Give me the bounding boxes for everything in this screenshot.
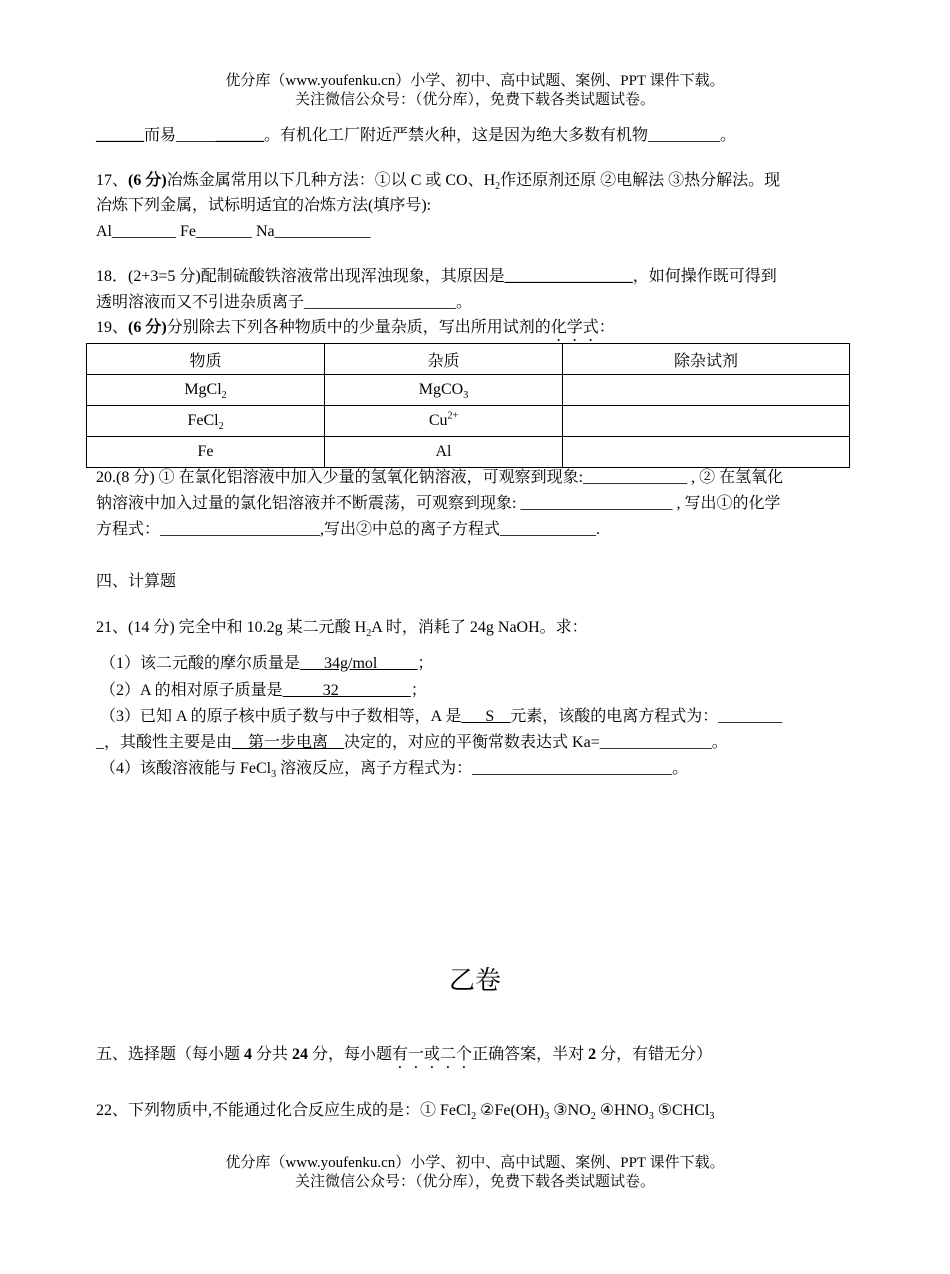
question-20-line-2: 钠溶液中加入过量的氯化铝溶液并不断震荡，可观察到现象: ___________________ , 写出①的化学 xyxy=(96,495,781,512)
text: MgCO xyxy=(418,381,464,398)
text: ； xyxy=(417,655,434,672)
text: 正确答案，半对 xyxy=(472,1046,589,1063)
text: ⑤CHCl xyxy=(653,1102,710,1119)
table-cell-answer[interactable] xyxy=(563,406,850,437)
subscript: 3 xyxy=(709,1111,715,1123)
text: MgCl xyxy=(184,381,222,398)
text: 分共 xyxy=(252,1046,293,1063)
question-number: 19、 xyxy=(96,319,129,336)
question-21-part-4 xyxy=(100,757,860,781)
text: ④HNO xyxy=(595,1102,649,1119)
section-heading: 四、计算题 xyxy=(96,573,177,590)
section-heading xyxy=(96,1043,856,1072)
question-18-line-2: 透明溶液而又不引进杂质离子___________________。 xyxy=(96,294,473,311)
blank: _____ xyxy=(176,127,217,144)
blank: _________ xyxy=(648,127,721,144)
text: A 时，消耗了 24g NaOH。求： xyxy=(371,619,588,636)
question-number: 17、 xyxy=(96,172,129,189)
table-cell xyxy=(325,406,563,437)
text: ； xyxy=(410,682,427,699)
blank: ______ xyxy=(96,127,144,144)
footer-line-1: 优分库（www.youfenku.cn）小学、初中、高中试题、案例、PPT 课件下载。 xyxy=(225,1155,725,1171)
text: ③NO xyxy=(549,1102,591,1119)
text: （2）A 的相对原子质量是 xyxy=(100,682,283,699)
text: ，如何操作既可得到 xyxy=(632,268,777,285)
subscript: 2 xyxy=(218,421,224,433)
page-footer xyxy=(0,1154,950,1192)
number: 24 xyxy=(292,1046,309,1063)
question-20-line-3: 方程式：____________________,写出②中总的离子方程式____________. xyxy=(96,521,601,538)
table-row xyxy=(87,406,850,437)
page-header xyxy=(0,72,950,110)
table-cell xyxy=(325,375,563,406)
table-cell xyxy=(87,375,325,406)
table-cell-answer[interactable] xyxy=(563,375,850,406)
question-score: (6 分) xyxy=(128,172,167,189)
question-16-continuation xyxy=(96,124,856,148)
text: 而易 xyxy=(144,127,177,144)
part-title: 乙卷 xyxy=(448,966,501,995)
question-21-part-2 xyxy=(100,679,860,703)
text: 溶液反应，离子方程式为：_________________________。 xyxy=(276,760,689,777)
text: 分别除去下列各种物质中的少量杂质，写出所用试剂的 xyxy=(166,319,551,336)
text: 分，有错无分） xyxy=(596,1046,713,1063)
impurity-table xyxy=(86,343,850,468)
question-19-stem xyxy=(96,316,856,345)
table-header-cell: 物质 xyxy=(87,344,325,375)
subscript: 2 xyxy=(221,390,227,402)
header-line-1: 优分库（www.youfenku.cn）小学、初中、高中试题、案例、PPT 课件下载。 xyxy=(225,73,725,89)
table-header-cell: 除杂试剂 xyxy=(563,344,850,375)
text: _，其酸性主要是由 xyxy=(96,734,233,751)
table-header-row xyxy=(87,344,850,375)
question-21-part-3 xyxy=(100,705,860,729)
text: ②Fe(OH) xyxy=(476,1102,545,1119)
subscript: 3 xyxy=(271,769,277,781)
table-cell: Fe xyxy=(87,437,325,468)
table-row xyxy=(87,437,850,468)
question-score: (6 分) xyxy=(128,319,167,336)
answer: __第一步电离__ xyxy=(232,734,345,751)
answer: ___34g/mol_____ xyxy=(300,655,418,672)
question-17-line-1 xyxy=(96,169,856,193)
text: 21、(14 分) 完全中和 10.2g 某二元酸 H xyxy=(96,619,367,636)
question-20-line-1: 20.(8 分) ① 在氯化铝溶液中加入少量的氢氧化钠溶液，可观察到现象:_____________ , ② 在氢氧化 xyxy=(96,469,784,486)
table-header-cell: 杂质 xyxy=(325,344,563,375)
table-cell: Al xyxy=(325,437,563,468)
answer: _____32_________ xyxy=(282,682,411,699)
answer: ___S__ xyxy=(461,708,511,725)
text: 作还原剂还原 ②电解法 ③热分解法。现 xyxy=(500,172,781,189)
text: Cu xyxy=(428,412,448,429)
question-21-part-1 xyxy=(100,652,860,676)
emphasized-text: 化学式 xyxy=(550,319,599,336)
subscript: 2 xyxy=(495,181,501,193)
subscript: 3 xyxy=(648,1111,654,1123)
text: （3）已知 A 的原子核中质子数与中子数相等，A 是 xyxy=(100,708,462,725)
table-row xyxy=(87,375,850,406)
emphasized-text: 有一或二个 xyxy=(392,1046,473,1063)
text: 22、下列物质中,不能通过化合反应生成的是：① FeCl xyxy=(96,1102,472,1119)
text: （4）该酸溶液能与 FeCl xyxy=(100,760,272,777)
text: （1）该二元酸的摩尔质量是 xyxy=(100,655,301,672)
text: 冶炼金属常用以下几种方法：①以 C 或 CO、H xyxy=(166,172,496,189)
question-21-stem xyxy=(96,616,856,640)
subscript: 3 xyxy=(463,390,469,402)
question-21-part-3-cont xyxy=(96,731,856,755)
question-22-stem xyxy=(96,1099,856,1123)
text: 元素，该酸的电离方程式为：________ xyxy=(510,708,783,725)
subscript: 3 xyxy=(544,1111,550,1123)
text: 五、选择题（每小题 xyxy=(96,1046,245,1063)
question-17-line-2: 冶炼下列金属，试标明适宜的冶炼方法(填序号): xyxy=(96,197,432,214)
superscript: 2+ xyxy=(447,410,459,422)
text: 决定的，对应的平衡常数表达式 Ka=______________。 xyxy=(344,734,728,751)
blank: ________________ xyxy=(504,268,633,285)
footer-line-2: 关注微信公众号：（优分库），免费下载各类试题试卷。 xyxy=(294,1174,655,1190)
text: 18．(2+3=5 分)配制硫酸铁溶液常出现浑浊现象，其原因是 xyxy=(96,268,505,285)
subscript: 2 xyxy=(366,628,372,640)
text: 分，每小题 xyxy=(308,1046,393,1063)
header-line-2: 关注微信公众号：（优分库），免费下载各类试题试卷。 xyxy=(294,92,655,108)
table-cell-answer[interactable] xyxy=(563,437,850,468)
table-cell xyxy=(87,406,325,437)
text: 。有机化工厂附近严禁火种，这是因为绝大多数有机物 xyxy=(264,127,649,144)
number: 4 xyxy=(244,1046,253,1063)
text: 。 xyxy=(720,127,737,144)
number: 2 xyxy=(588,1046,597,1063)
question-17-line-3: Al________ Fe_______ Na____________ xyxy=(96,223,371,240)
subscript: 2 xyxy=(590,1111,596,1123)
text: FeCl xyxy=(187,412,219,429)
subscript: 2 xyxy=(471,1111,477,1123)
question-18-line-1 xyxy=(96,265,856,289)
text: ： xyxy=(598,319,615,336)
blank: ______ xyxy=(216,127,265,144)
